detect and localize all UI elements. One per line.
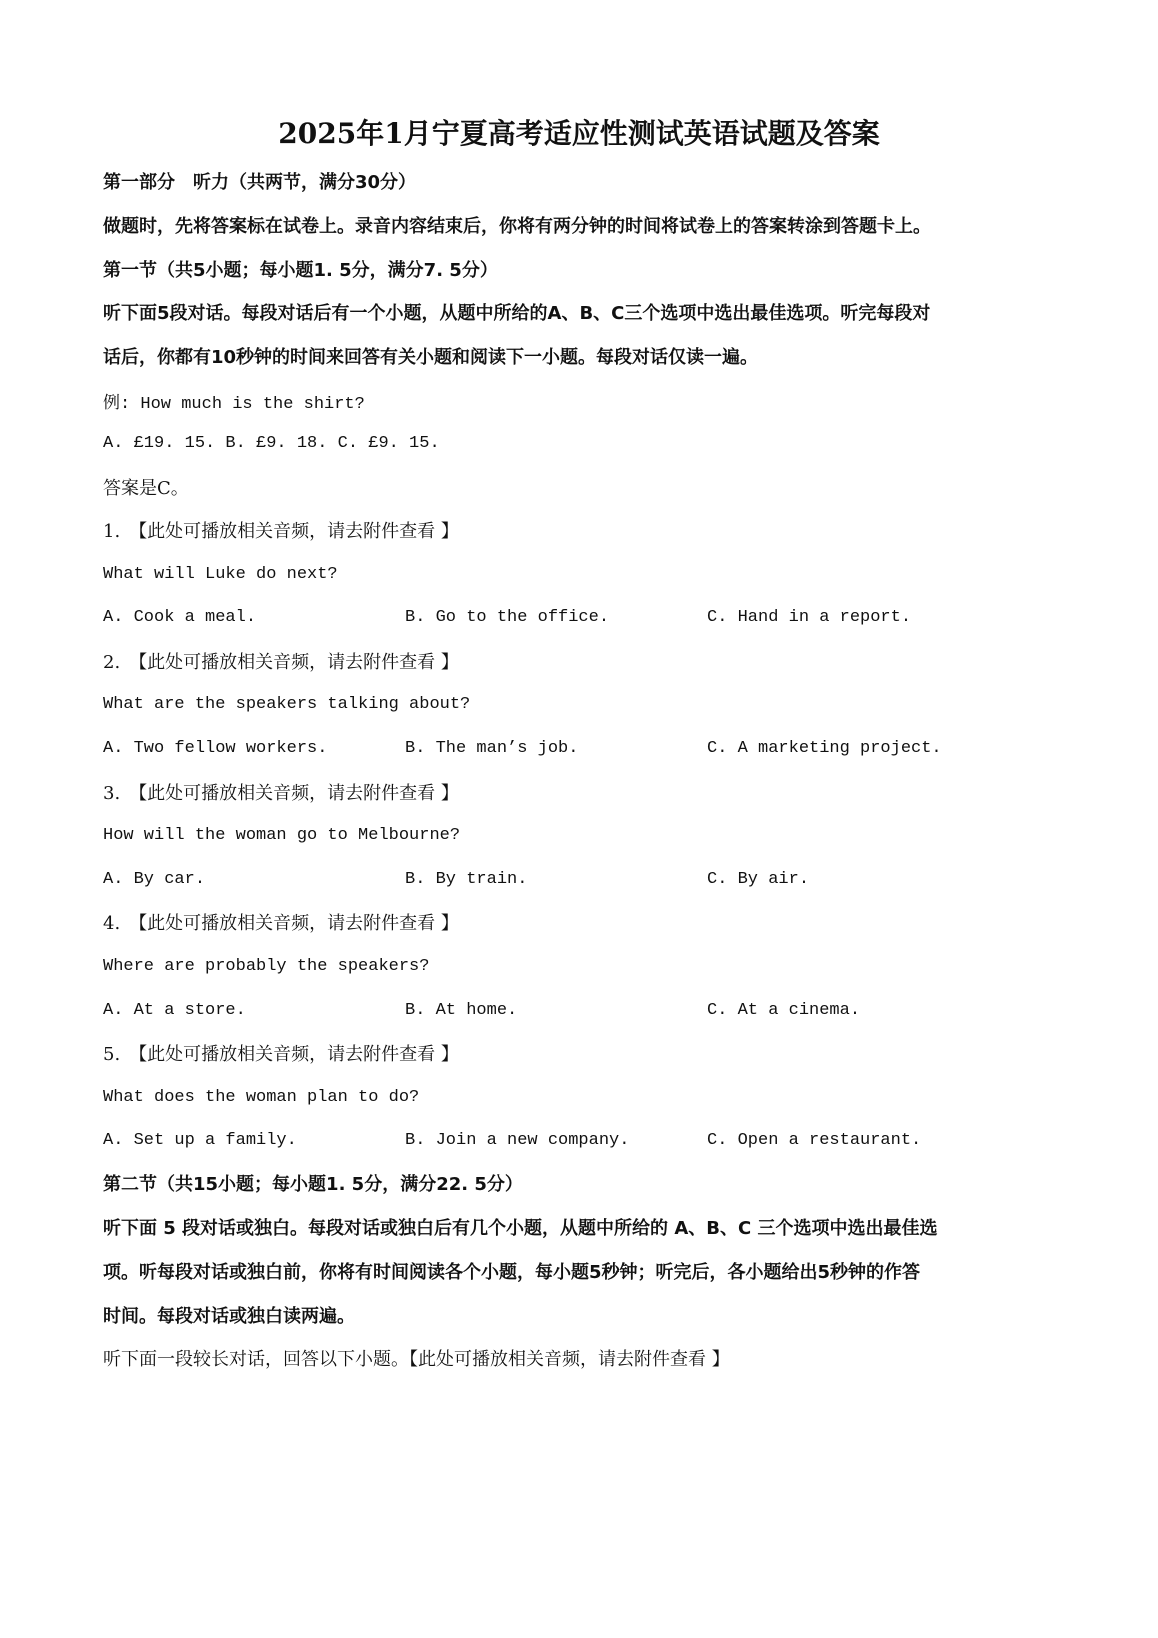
section2-heading: 第二节（共15小题；每小题1. 5分，满分22. 5分） [103, 1174, 523, 1195]
section2-instruction-line2: 项。听每段对话或独白前，你将有时间阅读各个小题，每小题5秒钟；听完后，各小题给出5秒钟的作答 [103, 1262, 921, 1283]
question-4-option-b: B. At home. [405, 1001, 518, 1020]
question-2-option-b: B. The man’s job. [405, 739, 579, 758]
question-1-option-c: C. Hand in a report. [707, 608, 912, 627]
part1-heading: 第一部分 听力（共两节，满分30分） [103, 172, 417, 193]
question-3-option-c: C. By air. [707, 870, 810, 889]
question-5-audio-link[interactable]: 5. 【此处可播放相关音频，请去附件查看 】 [103, 1044, 459, 1065]
question-5-option-c: C. Open a restaurant. [707, 1131, 922, 1150]
question-5-text: What does the woman plan to do? [103, 1088, 420, 1107]
question-2-text: What are the speakers talking about? [103, 695, 471, 714]
part1-instruction: 做题时，先将答案标在试卷上。录音内容结束后，你将有两分钟的时间将试卷上的答案转涂到答题卡上。 [103, 216, 931, 237]
question-5-option-a: A. Set up a family. [103, 1131, 297, 1150]
question-4-audio-link[interactable]: 4. 【此处可播放相关音频，请去附件查看 】 [103, 913, 459, 934]
section1-heading: 第一节（共5小题；每小题1. 5分，满分7. 5分） [103, 260, 498, 281]
question-3-option-b: B. By train. [405, 870, 528, 889]
question-4-text: Where are probably the speakers? [103, 957, 430, 976]
question-1-option-b: B. Go to the office. [405, 608, 610, 627]
example-answer: 答案是C。 [103, 478, 189, 499]
question-1-text: What will Luke do next? [103, 565, 338, 584]
page-title: 2025年1月宁夏高考适应性测试英语试题及答案 [278, 117, 880, 150]
question-3-audio-link[interactable]: 3. 【此处可播放相关音频，请去附件查看 】 [103, 783, 459, 804]
question-4-option-a: A. At a store. [103, 1001, 246, 1020]
section2-instruction-line1: 听下面 5 段对话或独白。每段对话或独白后有几个小题，从题中所给的 A、B、C 三个选项中选出最佳选 [103, 1218, 938, 1239]
question-2-audio-link[interactable]: 2. 【此处可播放相关音频，请去附件查看 】 [103, 652, 459, 673]
question-1-option-a: A. Cook a meal. [103, 608, 257, 627]
section1-instruction-line1: 听下面5段对话。每段对话后有一个小题，从题中所给的A、B、C三个选项中选出最佳选项。听完每段对 [103, 303, 931, 324]
question-3-text: How will the woman go to Melbourne? [103, 826, 461, 845]
question-2-option-a: A. Two fellow workers. [103, 739, 328, 758]
question-5-option-b: B. Join a new company. [405, 1131, 630, 1150]
example-question: 例: How much is the shirt? [103, 395, 365, 414]
question-3-option-a: A. By car. [103, 870, 206, 889]
section2-instruction-line3: 时间。每段对话或独白读两遍。 [103, 1306, 355, 1327]
example-options: A. £19. 15. B. £9. 18. C. £9. 15. [103, 434, 440, 453]
question-2-option-c: C. A marketing project. [707, 739, 942, 758]
long-dialogue-prompt[interactable]: 听下面一段较长对话，回答以下小题。【此处可播放相关音频，请去附件查看 】 [103, 1349, 730, 1370]
section1-instruction-line2: 话后，你都有10秒钟的时间来回答有关小题和阅读下一小题。每段对话仅读一遍。 [103, 347, 759, 368]
question-4-option-c: C. At a cinema. [707, 1001, 861, 1020]
question-1-audio-link[interactable]: 1. 【此处可播放相关音频，请去附件查看 】 [103, 521, 459, 542]
